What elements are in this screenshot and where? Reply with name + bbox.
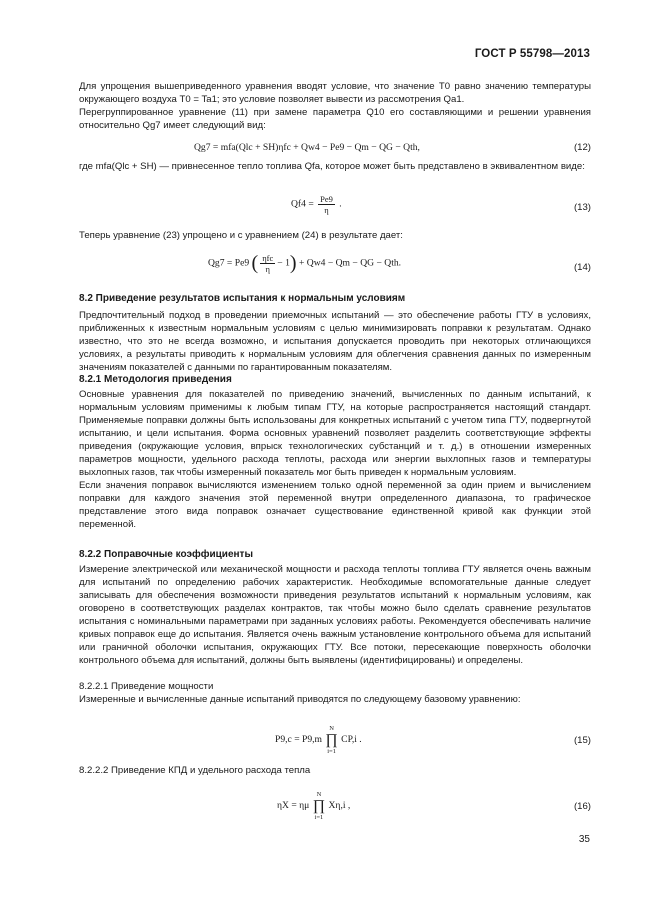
equation-16 — [79, 788, 591, 824]
section-8-2-2-1-paragraph: Измеренные и вычисленные данные испытаний приводятся по следующему базовому уравнению: — [79, 694, 521, 705]
section-8-2-2-title: 8.2.2 Поправочные коэффициенты — [79, 549, 253, 560]
equation-14-number: (14) — [573, 262, 591, 273]
right-paren-icon: ) — [289, 252, 297, 274]
equation-12-body: Qg7 = mfa(Qlc + SH)ηfc + Qw4 − Pe9 − Qm − QG − Qth, — [194, 142, 420, 153]
equation-16-number: (16) — [573, 801, 591, 812]
after-eq12-paragraph: где mfa(Qlc + SH) — привнесенное тепло топлива Qfa, которое может быть представлено в эквивалентном виде: — [79, 161, 585, 172]
section-8-2-body — [79, 309, 591, 374]
equation-14-tail: + Qw4 − Qm − QG − Qth. — [298, 257, 402, 269]
equation-13-fraction — [318, 194, 335, 215]
after-eq12-text — [79, 160, 591, 173]
equation-13-lhs: Qf4 = — [291, 198, 314, 210]
section-8-2-1-body — [79, 388, 591, 531]
intro-paragraph-1: Для упрощения вышеприведенного уравнения вводят условие, что значение T0 равно значению температуры окружающего воздуха T0 = Ta1; это условие позволяет вывести из рассмотрения Qa1. — [79, 81, 591, 105]
section-8-2-2-body — [79, 563, 591, 667]
standard-header: ГОСТ Р 55798—2013 — [474, 48, 590, 60]
equation-14-numerator: ηfc — [262, 253, 274, 263]
equation-16-lhs: ηX = ημ — [277, 800, 310, 812]
equation-15 — [79, 720, 591, 756]
product-icon: N ∏ i=1 — [325, 725, 338, 755]
equation-14 — [79, 252, 591, 284]
section-8-2-2-paragraph: Измерение электрической или механической мощности и расхода теплоты топлива ГТУ является очень важным для испытаний по определению рабочих характеристик. Необходимые вспомогательные данные следует записывать для обеспечения возможности приведения результатов испытаний к нормальным условиям, как оговорено в соответствующих разделах контрактов, так чтобы можно было сделать сравнение результатов испытания с номинальными параметрами при заданных условиях работы. Рекомендуется обеспечивать наличие кривых поправок еще до испытания. Является очень важным установление контрольного объема для испытаний или граничной оболочки испытания, окружающих ГТУ. Все потоки, пересекающие поверхность оболочки контрольного объема для испытаний, должны быть выявлены (идентифицированы) и определены. — [79, 564, 591, 666]
section-8-2-2-1 — [79, 680, 591, 706]
equation-13 — [79, 194, 591, 224]
section-8-2-paragraph: Предпочтительный подход в проведении приемочных испытаний — это обеспечение работы ГТУ в условиях, приближенных к известным нормальным условиям с целью минимизировать поправки к результатам. Однако известно, что это не всегда возможно, и испытания допускается проводить при некоторых отличающихся условиях, а результаты приводить к нормальным условиям для облегчения сравнения данных по измеренным значениям показателей с данными по гарантированным показателям. — [79, 310, 591, 373]
section-8-2-1-title: 8.2.1 Методология приведения — [79, 374, 232, 385]
section-8-2-title: 8.2 Приведение результатов испытания к нормальным условиям — [79, 293, 406, 304]
equation-16-tail: Xη,i , — [328, 800, 351, 812]
section-8-2-1-paragraph-1: Основные уравнения для показателей по приведению значений, вычисленных по данным испытаний, к нормальным условиям применимы к любым типам ГТУ, на которые распространяется настоящий стандарт. Применяемые поправки должны быть использованы для конкретных испытаний с учетом типа ГТУ, подвергнутой испытанию, и цели испытания. Форма основных уравнений позволяет разделить соответствующие эффекты приведения (окружающие условия, впрыск технологических субстанций и т. д.) в отношении измеренных параметров мощности, удельного расхода теплоты, расхода или энергии выхлопных газов и температуры выхлопных газов, так чтобы измеренный показатель мог быть приведен к нормальным условиям. — [79, 389, 591, 478]
section-8-2-2-2-title: 8.2.2.2 Приведение КПД и удельного расхода тепла — [79, 765, 311, 776]
equation-14-minus-one: − 1 — [277, 257, 290, 269]
equation-15-number: (15) — [573, 735, 591, 746]
intro-block — [79, 80, 591, 132]
section-8-2-1-paragraph-2: Если значения поправок вычисляются изменением только одной переменной за один прием и вычислением поправки для каждого значения этой переменной внутри определенного диапазона, то графическое представление этого вида поправок означает существование единственной кривой как функции этой переменной. — [79, 480, 591, 530]
section-8-2-2-2 — [79, 764, 591, 777]
equation-14-fraction — [260, 253, 275, 274]
equation-13-number: (13) — [573, 202, 591, 213]
equation-13-denominator: η — [324, 205, 329, 215]
product-icon: N ∏ i=1 — [312, 791, 326, 821]
equation-15-tail: CP,i . — [341, 734, 362, 746]
equation-14-lhs: Qg7 = Pe9 — [208, 257, 250, 269]
after-eq13-paragraph: Теперь уравнение (23) упрощено и с уравнением (24) в результате дает: — [79, 230, 403, 241]
equation-14-denominator: η — [265, 264, 270, 274]
section-8-2-2-1-title: 8.2.2.1 Приведение мощности — [79, 681, 214, 692]
equation-13-tail: . — [339, 198, 342, 210]
equation-13-numerator: Pe9 — [320, 194, 333, 204]
equation-15-lhs: P9,c = P9,m — [275, 734, 322, 746]
equation-12-number: (12) — [573, 142, 591, 153]
page-number: 35 — [578, 834, 590, 845]
intro-paragraph-2: Перегруппированное уравнение (11) при замене параметра Q10 его составляющими и решении уравнения относительно Qg7 имеет следующий вид: — [79, 107, 591, 131]
after-eq13-text — [79, 229, 591, 242]
left-paren-icon: ( — [251, 252, 259, 274]
